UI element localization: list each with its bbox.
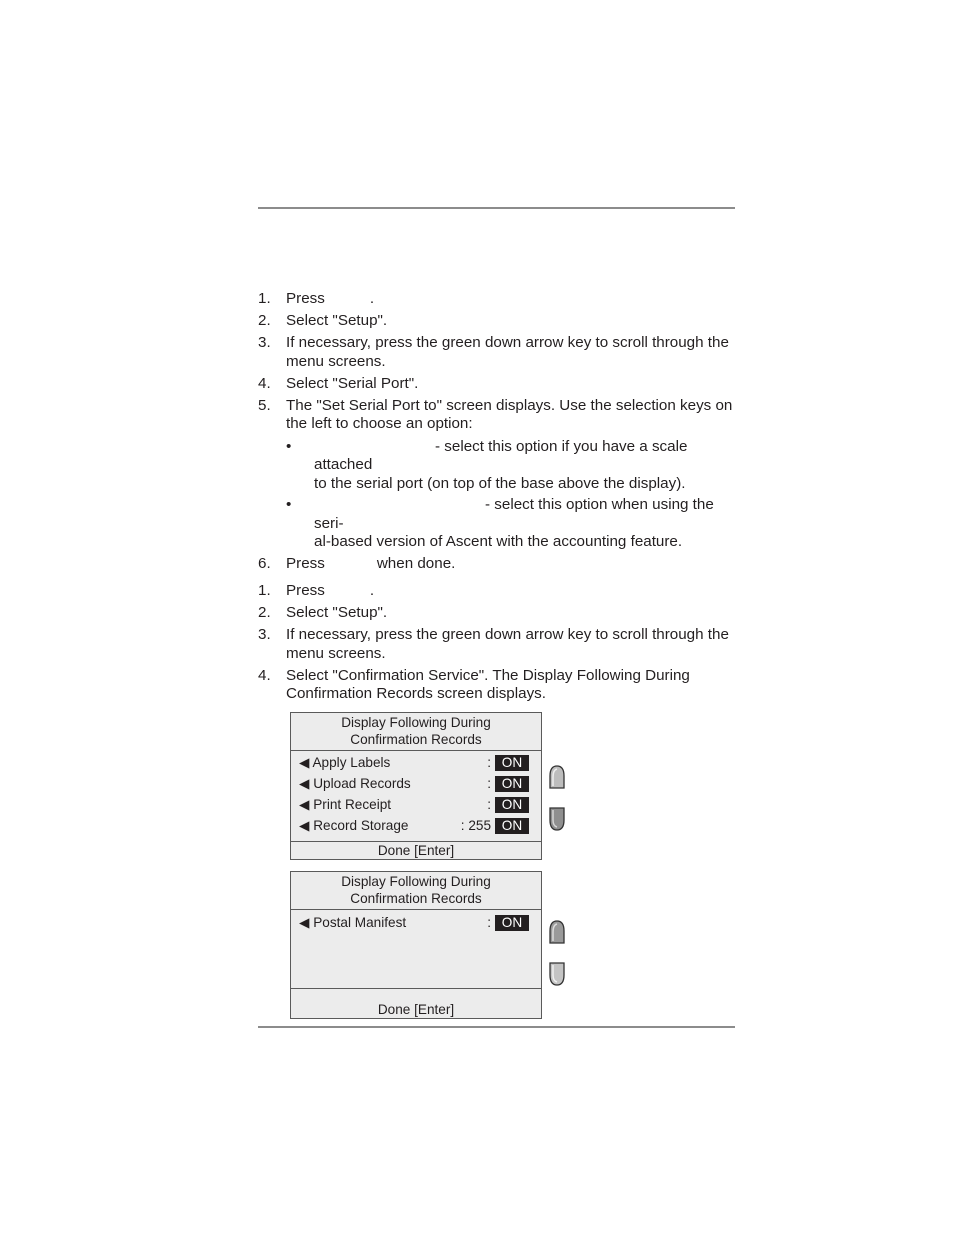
bottom-rule (258, 1026, 735, 1028)
option-row-record-storage[interactable]: ◀ Record Storage : 255 ON (299, 817, 529, 835)
option-row-print-receipt[interactable]: ◀ Print Receipt : ON (299, 796, 529, 814)
screen-title: Display Following During Confirmation Records (291, 713, 541, 751)
confirmation-steps (258, 582, 738, 707)
up-arrow-key-icon[interactable] (547, 919, 567, 945)
status-badge: ON (495, 755, 529, 771)
list-item: 2. Select "Setup". (258, 604, 388, 621)
down-arrow-key-icon[interactable] (547, 806, 567, 832)
list-item: 4. Select "Serial Port". (258, 374, 419, 392)
confirmation-display-screen-2 (290, 871, 542, 1019)
list-item: 5. The "Set Serial Port to" screen displays. Use the selection keys on the left to choose an option: • - select this option if you have a scale attached to the serial port (on top of the base above the display). • - select this option when using the seri- al-based version of Ascent with the accounting feature. (258, 397, 738, 552)
status-badge: ON (495, 797, 529, 813)
list-item: 3. If necessary, press the green down arrow key to scroll through the menu screens. (258, 334, 729, 370)
list-item: • - select this option when using the seri- al-based version of Ascent with the accounting feature. (286, 496, 714, 550)
done-enter-button[interactable]: Done [Enter] (291, 988, 541, 1018)
list-item: • - select this option if you have a scale attached to the serial port (on top of the base above the display). (286, 437, 688, 492)
option-list (286, 438, 738, 552)
option-row-postal-manifest[interactable]: ◀ Postal Manifest : ON (299, 914, 529, 932)
list-item: 2. Select "Setup". (258, 312, 388, 329)
list-item: 6. Press when done. (258, 555, 456, 572)
option-row-upload-records[interactable]: ◀ Upload Records : ON (299, 775, 529, 793)
list-item: 1. Press . (258, 582, 375, 599)
list-item: 1. Press . (258, 290, 375, 307)
list-item: 4. Select "Confirmation Service". The Display Following During Confirmation Records screen displays. (258, 666, 690, 702)
top-rule (258, 207, 735, 209)
up-arrow-key-icon[interactable] (547, 764, 567, 790)
option-row-apply-labels[interactable]: ◀ Apply Labels : ON (299, 754, 529, 772)
done-enter-button[interactable]: Done [Enter] (291, 841, 541, 859)
down-arrow-key-icon[interactable] (547, 961, 567, 987)
list-item: 3. If necessary, press the green down arrow key to scroll through the menu screens. (258, 626, 729, 662)
status-badge: ON (495, 776, 529, 792)
status-badge: ON (495, 818, 529, 834)
status-badge: ON (495, 915, 529, 931)
serial-port-steps (258, 290, 738, 577)
confirmation-display-screen-1 (290, 712, 542, 860)
screen-title: Display Following During Confirmation Records (291, 872, 541, 910)
